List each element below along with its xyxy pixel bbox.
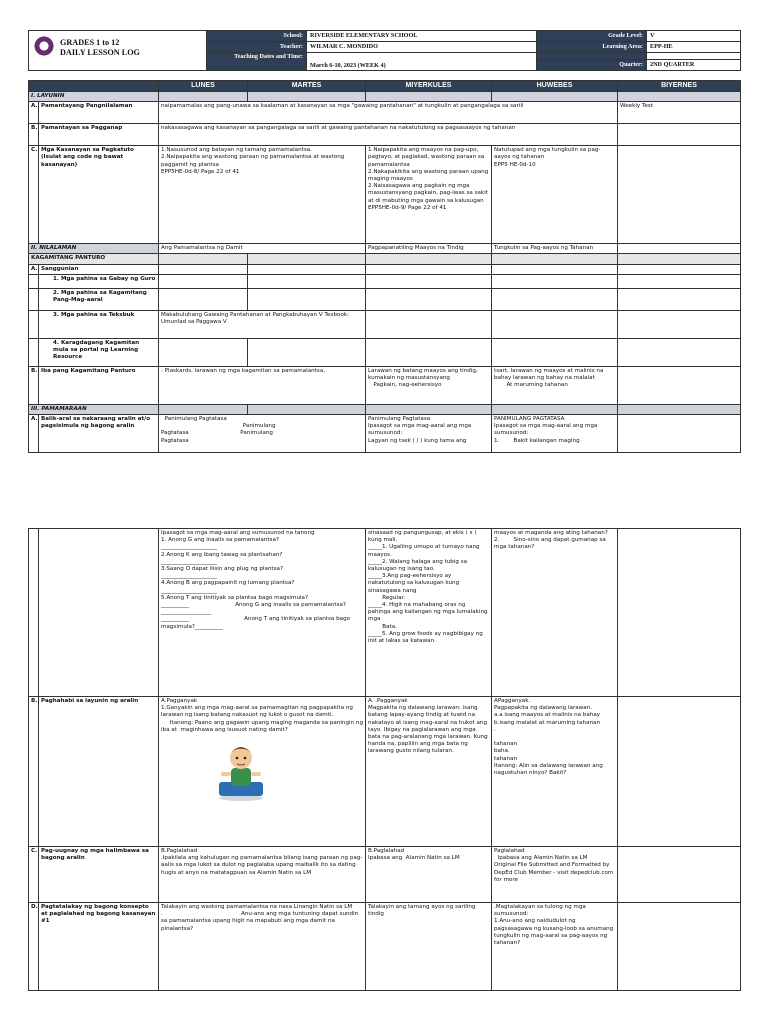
row-pamantayang-pangnilalaman: Pamantayang Pangnilalaman	[39, 102, 159, 124]
row-paghahabi: Paghahabi sa layunin ng aralin	[39, 697, 159, 847]
day-wednesday: MIYERKULES	[366, 81, 492, 92]
cell-n-thursday: Tungkulin sa Pag-aayos ng Tahanan	[492, 244, 618, 254]
cell-ib-thursday: tsart, larawan ng maayos at malinis na bahay larawan ng bahay na malalat At maruming tahanan	[492, 366, 618, 404]
cell-cont-monday: Ipasagot sa mga mag-aaral ang sumusunod na tanong 1. Anong G ang inaalis sa pamamalantsa? ____________________ 2.Anong K ang ibang tawag sa plantsahan? ____________________ 3.Saang O dapat ilisin ang plug ng plantsa? ____________________ 4.Anong B ang pagpapainit ng lumang plantsa? ____________________ 5.Anong T ang tinitiyak sa plantsa bago magsimula? __________ Anong G ang inaalis sa pamamalantsa?__________________ __________ Anong T ang tinitiyak sa plantsa bago magsimula?__________	[159, 529, 366, 697]
cell-c2-wednesday: B.Paglalahad Ipabasa ang Alamin Natin sa LM	[366, 847, 492, 903]
grade-label: Grade Level:	[537, 31, 647, 42]
row-iba-pang-kagamitan: Iba pang Kagamitang Panturo	[39, 366, 159, 404]
cell-ba-monday: Panimulang Pagtatasa Panimulang Pagtatasa Panimulang Pagtatasa	[159, 415, 366, 453]
quarter-label: Quarter:	[537, 60, 647, 71]
lesson-table-top: LUNES MARTES MIYERKULES HUWEBES BIYERNES I. LAYUNIN A. Pamantayang Pangnilalaman naipamamalas ang pang-unawa sa kaalaman at kasanayan sa mga "gawaing pantahanan" at tungkulin at pangangalaga sa sarili Weekly Test B. Pamantayan sa Pagganap nakasasagawa ang kasanayan sa pangangalaga sa sarili at gawaing pantahanan na nakatutulong sa pagsasaayos ng tahanan C. Mga Kasanayan sa Pagkatuto (Isulat ang code ng bawat kasanayan) 1.Nasusunod ang batayan ng tamang pamamalantsa. 2.Naipapakita ang wastong paraan ng pamamalantsa at wastong paggamit ng plantsa EPP5HE-0d-8/ Page 22 of 41 1.Naipapakita ang maayos na pag-upo, pagtayo, at paglakad, wastong paraan sa pamamalantsa 2.Nakapakikita ang wastong paraan upang maging maayos 2.Naisasagawa ang pagkain ng mga masustansyang pagkain, pag-iwas sa sakit at di mabuting mga gawain sa kalusugan EPP5HE-0d-9/ Page 22 of 41 Natutupad ang mga tungkulin sa pag-aayos ng tahanan EPP5 HE-0d-10 II. NILALAMAN Ang Pamamalantsa ng Damit Pagpapanatiling Maayos na Tindig Tungkulin sa Pag-aayos ng Tahanan KAGAMITANG PANTURO A. Sanggunian 1. Mga pahina sa Gabay ng Guro 2. Mga pahina sa Kagamitang Pang-Mag-aaral 3. Mga pahina sa Teksbuk Makabuluhang Gawaing Pantahanan at Pangkabuhayan V Texbook: Umunlad sa Paggawa V 4. Karagdagang Kagamitan mula sa portal ng Learning Resource B. Iba pang Kagamitang Panturo : Plaskards, larawan ng mga kagamitan sa pamamalantsa, Larawan ng batang maayos ang tindig, kumakain ng masustansyang Pagkain, nag-eehersisyo tsart, larawan ng maayos at malinis na bahay larawan ng bahay na malalat At maruming tahanan III. PAMAMARAAN A. Balik-aral sa nakaraang aralin at/o pagsisimula ng bagong aralin Panimulang Pagtatasa Panimulang Pagtatasa Panimulang Pagtatasa Panimulang Pagtatasa Ipasagot sa mga mag-aaral ang mga sumusunod: Lagyan ng tsek ( / ) kung tama ang PANIMULANG PAGTATASA Ipasagot sa mga mag-aaral ang mga sumusunod: 1. Bakit kailangan maging	[28, 80, 741, 453]
cell-b-text: nakasasagawa ang kasanayan sa pangangalaga sa sarili at gawaing pantahanan na nakatutulong sa pagsasaayos ng tahanan	[159, 124, 618, 146]
cell-cont-thursday: maayos at maganda ang ating tahanan? 2. Sino-sino ang dapat gumanap sa mga tahanan?	[492, 529, 618, 697]
row-pagtatalakay: Pagtatalakay ng bagong konsepto at paglalahad ng bagong kasanayan #1	[39, 903, 159, 991]
day-monday: LUNES	[159, 81, 248, 92]
quarter-value: 2ND QUARTER	[647, 60, 741, 71]
dates-label: Teaching Dates and Time:	[207, 53, 307, 71]
row-sanggunian: Sanggunian	[39, 264, 159, 274]
lesson-table-bottom: Ipasagot sa mga mag-aaral ang sumusunod na tanong 1. Anong G ang inaalis sa pamamalantsa? ____________________ 2.Anong K ang ibang tawag sa plantsahan? ____________________ 3.Saang O dapat ilisin ang plug ng plantsa? ____________________ 4.Anong B ang pagpapainit ng lumang plantsa? ____________________ 5.Anong T ang tinitiyak sa plantsa bago magsimula? __________ Anong G ang inaalis sa pamamalantsa?__________________ __________ Anong T ang tinitiyak sa plantsa bago magsimula?__________ sinasaad ng pangungusap, at ekis ( x ) kung mali. _____1. Ugaliing umupo at tumayo nang maayos. _____2. Walang halaga ang tubig sa kalusugan ng isang tao. _____3.Ang pag-eehersisyo ay nakatutulong sa kalusugan kung sinasagawa nang Regular. _____4. Higit na mahabang oras ng pahinga ang kailangan ng mga lumalaking mga Bata. _____5. Ang grow foods ay nagbibigay ng init at lakas sa katawan. maayos at maganda ang ating tahanan? 2. Sino-sino ang dapat gumanap sa mga tahanan? B. Paghahabi sa layunin ng aralin A.Pagganyak 1.Ganyakin ang mga mag-aaral sa pamamagitan ng pagpapakita ng larawan ng isang batang nakasuot ng lukot o gusot na damit. Itanong: Paano ang gagawin upang maging maganda sa paningin ng iba at maginhawa ang isusuot nating damit? A. .Pagganyak Magpakita ng dalawang larawan: isang batang lapay-ayang tindig at tuwid na nakatayo at isang mag-aaral na hukot ang tayo. Ibigay na paglalarawan ang mga bata na pag-aralanang mga larawan. Kung handa na, papiliin ang mga bata ng larawang gusto nilang tularan. APagganyak. Pagpapakita ng dalawang larawan. a.a isang maayos at malinis na bahay b.isang malalat at maruming tahanan . tahanan baha. tahanan Itanong: Alin sa dalawang larawan ang nagustuhan ninyo? Bakit? C. Pag-uugnay ng mga halimbawa sa bagong aralin B.Paglalahad .Ipakilala ang kahulugan ng pamamalantsa bilang isang paraan ng pag-aalis sa mga lukot sa dulot ng paglalaba upang maibalik ito sa dating hugis at anyo na matatagpuan sa Alamin Natin sa LM B.Paglalahad Ipabasa ang Alamin Natin sa LM Paglalahad Ipabasa ang Alamin Natin sa LM Original File Submitted and Formatted by DepEd Club Member - visit depedclub.com for more D. Pagtatalakay ng bagong konsepto at paglalahad ng bagong kasanayan #1 Talakayin ang wastong pamamalantsa na nasa Linangin Natin sa LM . Anu-ano ang mga tuntuning dapat sundin sa pamamalantsa upang higit na mapabuti ang mga damit na pinalantsa? Talakayin ang tamang ayos ng sariling tindig .Magtalakayan sa tulong ng mga sumusunod: 1.Anu-ano ang naidudulot ng pagsasagawa ng kusang-loob sa anumang tungkulin ng mag-aaral sa pag-aayos ng tahanan?	[28, 528, 741, 991]
cell-c-monday: 1.Nasusunod ang batayan ng tamang pamamalantsa. 2.Naipapakita ang wastong paraan ng pamamalantsa at wastong paggamit ng plantsa EPP5HE-0d-8/ Page 22 of 41	[159, 146, 366, 244]
row-gabay-guro: 1. Mga pahina sa Gabay ng Guro	[39, 274, 159, 288]
school-label: School:	[207, 31, 307, 42]
day-tuesday: MARTES	[248, 81, 366, 92]
area-label: Learning Area:	[537, 42, 647, 53]
cell-c2-thursday: Paglalahad Ipabasa ang Alamin Natin sa LM Original File Submitted and Formatted by DepEd Club Member - visit depedclub.com for more	[492, 847, 618, 903]
teacher-label: Teacher:	[207, 42, 307, 53]
logo-block	[29, 31, 207, 71]
cell-pb-monday: A.Pagganyak 1.Ganyakin ang mga mag-aaral sa pamamagitan ng pagpapakita ng larawan ng isang batang nakasuot ng lukot o gusot na damit. Itanong: Paano ang gagawin upang maging maganda sa paningin ng iba at maginhawa ang isusuot nating damit?	[159, 697, 366, 847]
row-teksbuk: 3. Mga pahina sa Teksbuk	[39, 310, 159, 338]
cell-d-thursday: .Magtalakayan sa tulong ng mga sumusunod: 1.Anu-ano ang naidudulot ng pagsasagawa ng kusang-loob sa anumang tungkulin ng mag-aaral sa pag-aayos ng tahanan?	[492, 903, 618, 991]
day-friday: BIYERNES	[618, 81, 741, 92]
cell-ba-wednesday: Panimulang Pagtatasa Ipasagot sa mga mag-aaral ang mga sumusunod: Lagyan ng tsek ( / ) kung tama ang	[366, 415, 492, 453]
cell-d-wednesday: Talakayin ang tamang ayos ng sariling tindig	[366, 903, 492, 991]
school-value: RIVERSIDE ELEMENTARY SCHOOL	[307, 31, 537, 42]
day-header-row	[29, 81, 741, 92]
cell-pb-thursday: APagganyak. Pagpapakita ng dalawang larawan. a.a isang maayos at malinis na bahay b.isang malalat at maruming tahanan . tahanan baha. tahanan Itanong: Alin sa dalawang larawan ang nagustuhan ninyo? Bakit?	[492, 697, 618, 847]
section-layunin: I. LAYUNIN	[29, 92, 159, 102]
teacher-value: WILMAR C. MONDIDO	[307, 42, 537, 53]
row-pag-uugnay: Pag-uugnay ng mga halimbawa sa bagong aralin	[39, 847, 159, 903]
page-one	[28, 30, 740, 453]
row-kasanayan: Mga Kasanayan sa Pagkatuto (Isulat ang code ng bawat kasanayan)	[39, 146, 159, 244]
cell-ba-thursday: PANIMULANG PAGTATASA Ipasagot sa mga mag-aaral ang mga sumusunod: 1. Bakit kailangan maging	[492, 415, 618, 453]
section-kagamitang-panturo: KAGAMITANG PANTURO	[29, 254, 159, 264]
cell-c-wednesday: 1.Naipapakita ang maayos na pag-upo, pagtayo, at paglakad, wastong paraan sa pamamalantsa 2.Nakapakikita ang wastong paraan upang maging maayos 2.Naisasagawa ang pagkain ng mga masustansyang pagkain, pag-iwas sa sakit at di mabuting mga gawain sa kalusugan EPP5HE-0d-9/ Page 22 of 41	[366, 146, 492, 244]
header-table	[28, 30, 741, 71]
logo-title: GRADES 1 to 12 DAILY LESSON LOG	[60, 38, 140, 57]
cell-n-wednesday: Pagpapanatiling Maayos na Tindig	[366, 244, 492, 254]
cell-pb-wednesday: A. .Pagganyak Magpakita ng dalawang larawan: isang batang lapay-ayang tindig at tuwid na nakatayo at isang mag-aaral na hukot ang tayo. Ibigay na paglalarawan ang mga bata na pag-aralanang mga larawan. Kung handa na, papiliin ang mga bata ng larawang gusto nilang tularan.	[366, 697, 492, 847]
deped-seal-icon	[33, 35, 55, 57]
section-pamamaraan: III. PAMAMARAAN	[29, 404, 159, 414]
cell-ib-monday: : Plaskards, larawan ng mga kagamitan sa pamamalantsa,	[159, 366, 366, 404]
row-kagamitang-mag-aaral: 2. Mga pahina sa Kagamitang Pang-Mag-aaral	[39, 288, 159, 310]
day-thursday: HUWEBES	[492, 81, 618, 92]
cell-n-monday: Ang Pamamalantsa ng Damit	[159, 244, 366, 254]
row-pamantayan-pagganap: Pamantayan sa Pagganap	[39, 124, 159, 146]
row-balik-aral: Balik-aral sa nakaraang aralin at/o pagsisimula ng bagong aralin	[39, 415, 159, 453]
grade-value: V	[647, 31, 741, 42]
dates-value: March 6-10, 2023 (WEEK 4)	[307, 53, 537, 71]
cell-c-thursday: Natutupad ang mga tungkulin sa pag-aayos ng tahanan EPP5 HE-0d-10	[492, 146, 618, 244]
row-karagdagang-kagamitan: 4. Karagdagang Kagamitan mula sa portal ng Learning Resource	[39, 338, 159, 366]
cell-c2-monday: B.Paglalahad .Ipakilala ang kahulugan ng pamamalantsa bilang isang paraan ng pag-aalis sa mga lukot sa dulot ng paglalaba upang maibalik ito sa dating hugis at anyo na matatagpuan sa Alamin Natin sa LM	[159, 847, 366, 903]
cell-a-text: naipamamalas ang pang-unawa sa kaalaman at kasanayan sa mga "gawaing pantahanan" at tungkulin at pangangalaga sa sarili	[159, 102, 618, 124]
cell-cont-wednesday: sinasaad ng pangungusap, at ekis ( x ) kung mali. _____1. Ugaliing umupo at tumayo nang maayos. _____2. Walang halaga ang tubig sa kalusugan ng isang tao. _____3.Ang pag-eehersisyo ay nakatutulong sa kalusugan kung sinasagawa nang Regular. _____4. Higit na mahabang oras ng pahinga ang kailangan ng mga lumalaking mga Bata. _____5. Ang grow foods ay nagbibigay ng init at lakas sa katawan.	[366, 529, 492, 697]
boy-ironing-clipart-icon	[211, 738, 271, 802]
section-nilalaman: II. NILALAMAN	[29, 244, 159, 254]
cell-d-monday: Talakayin ang wastong pamamalantsa na nasa Linangin Natin sa LM . Anu-ano ang mga tuntuning dapat sundin sa pamamalantsa upang higit na mapabuti ang mga damit na pinalantsa?	[159, 903, 366, 991]
cell-ib-wednesday: Larawan ng batang maayos ang tindig, kumakain ng masustansyang Pagkain, nag-eehersisyo	[366, 366, 492, 404]
page-two	[28, 528, 740, 991]
cell-teksbuk-monday: Makabuluhang Gawaing Pantahanan at Pangkabuhayan V Texbook: Umunlad sa Paggawa V	[159, 310, 366, 338]
area-value: EPP-HE	[647, 42, 741, 53]
cell-a-friday: Weekly Test	[618, 102, 741, 124]
